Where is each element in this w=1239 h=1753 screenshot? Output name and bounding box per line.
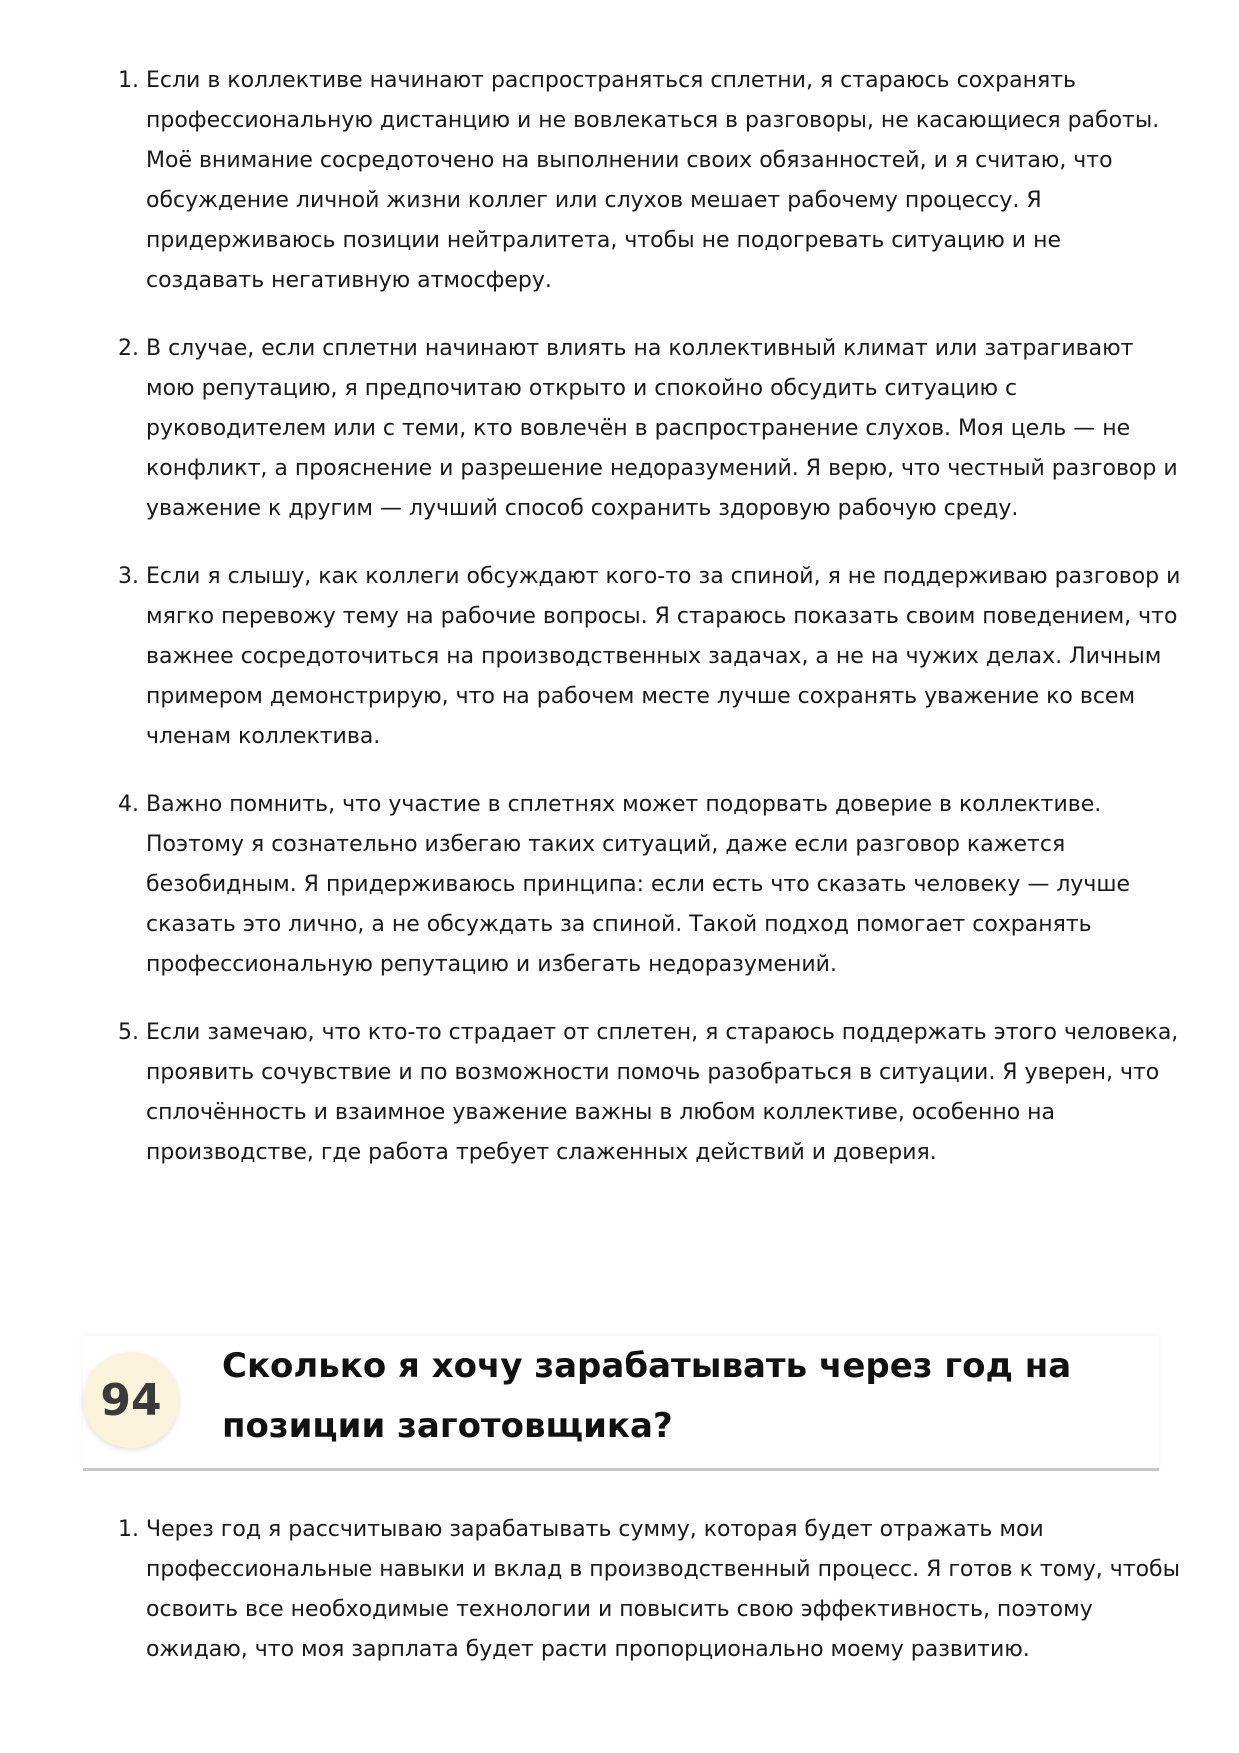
answer-item: 4. Важно помнить, что участие в сплетнях может подорвать доверие в коллективе. Поэтому я сознательно избегаю таких ситуаций, даже если разговор кажется безобидным. Я придерживаюсь принципа: если есть что сказать человеку — лучше сказать это лично, а не обсуждать за спиной. Такой подход помогает сохранять профессиональную репутацию и избегать недоразумений. [146,785,1186,985]
answer-item: 1. Если в коллективе начинают распространяться сплетни, я стараюсь сохранять профессиональную дистанцию и не вовлекаться в разговоры, не касающиеся работы. Моё внимание сосредоточено на выполнении своих обязанностей, и я считаю, что обсуждение личной жизни коллег или слухов мешает рабочему процессу. Я придерживаюсь позиции нейтралитета, чтобы не подогревать ситуацию и не создавать негативную атмосферу. [146,61,1186,301]
answer-list [118,61,1186,1201]
answer-item: 1. Через год я рассчитываю зарабатывать сумму, которая будет отражать мои профессиональные навыки и вклад в производственный процесс. Я готов к тому, чтобы освоить все необходимые технологии и повысить свою эффективность, поэтому ожидаю, что моя зарплата будет расти пропорционально моему развитию. [146,1510,1186,1670]
question-title: Сколько я хочу зарабатывать через год на позиции заготовщика? [222,1346,1072,1446]
answer-item: 2. В случае, если сплетни начинают влиять на коллективный климат или затрагивают мою репутацию, я предпочитаю открыто и спокойно обсудить ситуацию с руководителем или с теми, кто вовлечён в распространение слухов. Моя цель — не конфликт, а прояснение и разрешение недоразумений. Я верю, что честный разговор и уважение к другим — лучший способ сохранить здоровую рабочую среду. [146,329,1186,529]
question-number-badge: 94 [83,1352,179,1448]
answer-list [118,1510,1186,1698]
question-header [83,1336,1159,1471]
answer-item: 3. Если я слышу, как коллеги обсуждают кого-то за спиной, я не поддерживаю разговор и мягко перевожу тему на рабочие вопросы. Я стараюсь показать своим поведением, что важнее сосредоточиться на производственных задачах, а не на чужих делах. Личным примером демонстрирую, что на рабочем месте лучше сохранять уважение ко всем членам коллектива. [146,557,1186,757]
answer-item: 5. Если замечаю, что кто-то страдает от сплетен, я стараюсь поддержать этого человека, проявить сочувствие и по возможности помочь разобраться в ситуации. Я уверен, что сплочённость и взаимное уважение важны в любом коллективе, особенно на производстве, где работа требует слаженных действий и доверия. [146,1013,1186,1173]
